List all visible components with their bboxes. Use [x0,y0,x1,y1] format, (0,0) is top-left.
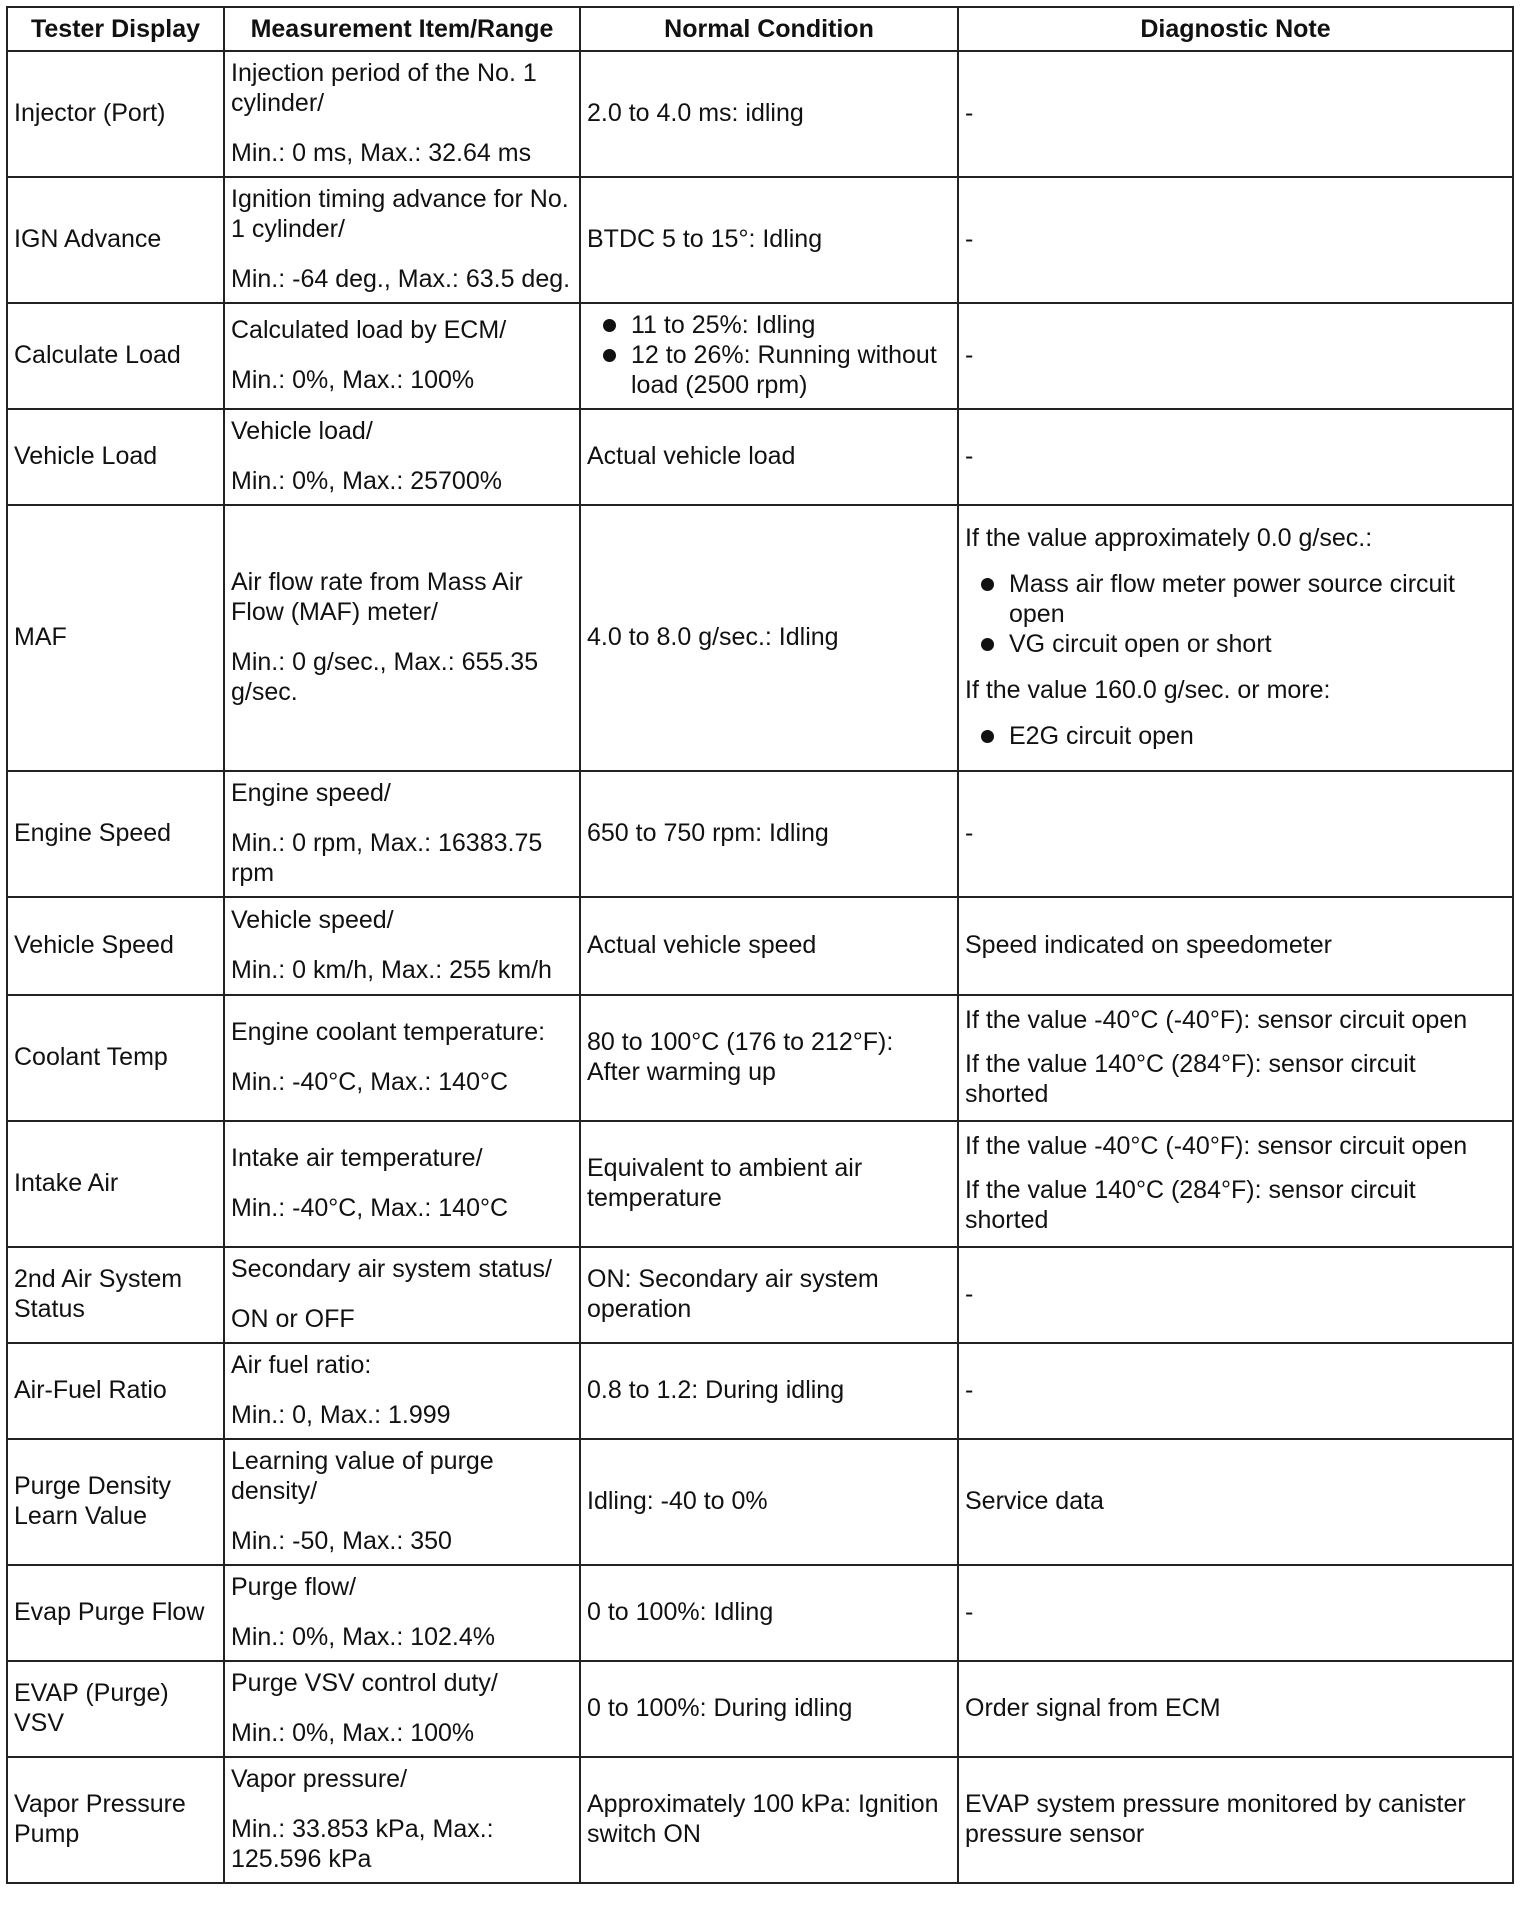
spacer [231,1047,573,1067]
measurement-item: Vehicle load/ [231,417,373,445]
measurement-cell [224,177,580,303]
normal-condition-cell [580,303,958,409]
diagnostic-note-cell [958,303,1513,409]
table-row [7,505,1513,771]
normal-condition-list [587,310,951,400]
table-row [7,995,1513,1121]
table-row [7,303,1513,409]
measurement-item: Secondary air system status/ [231,1255,552,1283]
tester-display-cell: Purge Density Learn Value [7,1439,224,1565]
measurement-range: Min.: 0%, Max.: 100% [231,366,475,394]
spacer [231,118,573,138]
tester-display-cell: Vehicle Speed [7,897,224,995]
diagnostic-note-text: EVAP system pressure monitored by canister pressure sensor [965,1790,1466,1848]
diagnostic-note-item: Mass air flow meter power source circuit open [965,569,1506,629]
diagnostic-note-text: Service data [965,1487,1104,1515]
measurement-range: Min.: 0 rpm, Max.: 16383.75 rpm [231,829,543,887]
measurement-cell [224,1247,580,1343]
measurement-range: ON or OFF [231,1305,355,1333]
table-row [7,1565,1513,1661]
spacer [231,1380,573,1400]
tester-display-cell: Engine Speed [7,771,224,897]
measurement-item: Purge flow/ [231,1573,357,1601]
measurement-cell [224,771,580,897]
measurement-item: Air flow rate from Mass Air Flow (MAF) meter/ [231,568,523,626]
diagnostic-note-text: - [965,341,974,369]
normal-condition-text: Equivalent to ambient air temperature [587,1154,863,1212]
diagnostic-note-cell [958,1121,1513,1247]
normal-condition-cell [580,1343,958,1439]
diagnostic-note-text: If the value -40°C (-40°F): sensor circuit open [965,1006,1468,1034]
normal-condition-text: 650 to 750 rpm: Idling [587,819,829,847]
diagnostic-note-list [965,569,1506,659]
normal-condition-cell [580,1439,958,1565]
measurement-range: Min.: 33.853 kPa, Max.: 125.596 kPa [231,1815,494,1873]
measurement-item: Vapor pressure/ [231,1765,408,1793]
tester-display-cell: Evap Purge Flow [7,1565,224,1661]
spacer [231,808,573,828]
diagnostic-note-cell [958,51,1513,177]
tester-display-cell: Vapor Pressure Pump [7,1757,224,1883]
normal-condition-cell [580,1757,958,1883]
diagnostic-note-text: - [965,1280,974,1308]
measurement-range: Min.: 0%, Max.: 100% [231,1719,475,1747]
diagnostic-note-text: - [965,442,974,470]
normal-condition-cell [580,1121,958,1247]
measurement-range: Min.: 0 g/sec., Max.: 655.35 g/sec. [231,648,539,706]
measurement-range: Min.: 0%, Max.: 102.4% [231,1623,496,1651]
diagnostic-note-item: E2G circuit open [965,721,1506,751]
tester-display-cell: MAF [7,505,224,771]
diagnostic-note-cell [958,177,1513,303]
table-row [7,1439,1513,1565]
measurement-range: Min.: 0 km/h, Max.: 255 km/h [231,956,552,984]
diagnostic-note-text: If the value approximately 0.0 g/sec.: [965,524,1373,552]
diagnostic-note-text: Speed indicated on speedometer [965,931,1332,959]
spacer [231,1284,573,1304]
diagnostic-note-cell [958,995,1513,1121]
spacer [231,446,573,466]
spacer [231,935,573,955]
normal-condition-text: 80 to 100°C (176 to 212°F): After warming up [587,1028,894,1086]
normal-condition-cell [580,177,958,303]
measurement-item: Vehicle speed/ [231,906,394,934]
normal-condition-text: 0.8 to 1.2: During idling [587,1376,845,1404]
header-tester-display: Tester Display [7,7,224,51]
tester-display-cell: EVAP (Purge) VSV [7,1661,224,1757]
measurement-cell [224,303,580,409]
normal-condition-text: 0 to 100%: During idling [587,1694,853,1722]
spacer [231,244,573,264]
diagnostic-note-cell [958,1565,1513,1661]
tester-display-cell: Vehicle Load [7,409,224,505]
diagnostic-note-cell [958,1439,1513,1565]
header-normal-condition: Normal Condition [580,7,958,51]
normal-condition-text: Actual vehicle speed [587,931,817,959]
measurement-cell [224,995,580,1121]
measurement-item: Learning value of purge density/ [231,1447,494,1505]
tester-display-cell: Intake Air [7,1121,224,1247]
measurement-item: Purge VSV control duty/ [231,1669,498,1697]
normal-condition-text: ON: Secondary air system operation [587,1265,879,1323]
diagnostic-note-text: If the value 140°C (284°F): sensor circuit shorted [965,1176,1416,1234]
table-row [7,897,1513,995]
measurement-cell [224,51,580,177]
diagnostic-note-text: If the value 160.0 g/sec. or more: [965,676,1331,704]
diagnostic-note-text: If the value 140°C (284°F): sensor circuit shorted [965,1050,1416,1108]
measurement-cell [224,1121,580,1247]
normal-condition-cell [580,505,958,771]
diagnostic-note-text: - [965,1376,974,1404]
normal-condition-cell [580,1247,958,1343]
diagnostic-note-text: - [965,225,974,253]
diagnostic-note-cell [958,1661,1513,1757]
spacer [231,1698,573,1718]
measurement-cell [224,1757,580,1883]
measurement-range: Min.: -64 deg., Max.: 63.5 deg. [231,265,571,293]
measurement-range: Min.: 0 ms, Max.: 32.64 ms [231,139,532,167]
measurement-range: Min.: -40°C, Max.: 140°C [231,1068,509,1096]
diagnostic-note-text: If the value -40°C (-40°F): sensor circuit open [965,1132,1468,1160]
table-row [7,1343,1513,1439]
normal-condition-cell [580,51,958,177]
normal-condition-cell [580,409,958,505]
measurement-range: Min.: 0%, Max.: 25700% [231,467,502,495]
tester-display-cell: Air-Fuel Ratio [7,1343,224,1439]
diagnostic-note-cell [958,1757,1513,1883]
diagnostic-note-list [965,721,1506,751]
normal-condition-cell [580,771,958,897]
tester-display-cell: 2nd Air System Status [7,1247,224,1343]
normal-condition-text: 0 to 100%: Idling [587,1598,774,1626]
diagnostic-note-cell [958,1247,1513,1343]
measurement-item: Intake air temperature/ [231,1144,483,1172]
measurement-item: Air fuel ratio: [231,1351,372,1379]
measurement-cell [224,409,580,505]
spacer [231,345,573,365]
table-row [7,1661,1513,1757]
table-row [7,1121,1513,1247]
tester-data-table [6,6,1514,1884]
header-row [7,7,1513,51]
table-row [7,51,1513,177]
diagnostic-note-text: - [965,99,974,127]
diagnostic-note-item: VG circuit open or short [965,629,1506,659]
measurement-cell [224,505,580,771]
measurement-item: Calculated load by ECM/ [231,316,507,344]
spacer [231,627,573,647]
normal-condition-text: 2.0 to 4.0 ms: idling [587,99,804,127]
diagnostic-note-cell [958,505,1513,771]
tester-display-cell: IGN Advance [7,177,224,303]
normal-condition-text: Actual vehicle load [587,442,796,470]
diagnostic-note-cell [958,771,1513,897]
tester-display-cell: Calculate Load [7,303,224,409]
measurement-cell [224,1343,580,1439]
tester-display-cell: Coolant Temp [7,995,224,1121]
spacer [231,1602,573,1622]
header-measurement-item: Measurement Item/Range [224,7,580,51]
measurement-item: Injection period of the No. 1 cylinder/ [231,59,537,117]
normal-condition-text: 4.0 to 8.0 g/sec.: Idling [587,623,839,651]
normal-condition-item: 11 to 25%: Idling [587,310,951,340]
diagnostic-note-cell [958,409,1513,505]
normal-condition-cell [580,995,958,1121]
diagnostic-note-text: - [965,1598,974,1626]
measurement-cell [224,897,580,995]
measurement-cell [224,1661,580,1757]
measurement-item: Engine speed/ [231,779,391,807]
table-row [7,1247,1513,1343]
measurement-cell [224,1565,580,1661]
header-diagnostic-note: Diagnostic Note [958,7,1513,51]
table-row [7,409,1513,505]
spacer [231,1506,573,1526]
measurement-item: Ignition timing advance for No. 1 cylinder/ [231,185,569,243]
spacer [231,1794,573,1814]
normal-condition-cell [580,1661,958,1757]
normal-condition-text: BTDC 5 to 15°: Idling [587,225,823,253]
normal-condition-text: Idling: -40 to 0% [587,1487,768,1515]
normal-condition-cell [580,1565,958,1661]
measurement-range: Min.: -50, Max.: 350 [231,1527,452,1555]
diagnostic-note-cell [958,1343,1513,1439]
table-row [7,771,1513,897]
tester-display-cell: Injector (Port) [7,51,224,177]
normal-condition-item: 12 to 26%: Running without load (2500 rpm) [587,340,951,400]
spacer [231,1173,573,1193]
measurement-range: Min.: 0, Max.: 1.999 [231,1401,451,1429]
diagnostic-note-text: Order signal from ECM [965,1694,1221,1722]
diagnostic-note-text: - [965,819,974,847]
normal-condition-cell [580,897,958,995]
diagnostic-note-cell [958,897,1513,995]
table-row [7,1757,1513,1883]
table-row [7,177,1513,303]
measurement-cell [224,1439,580,1565]
normal-condition-text: Approximately 100 kPa: Ignition switch ON [587,1790,939,1848]
measurement-item: Engine coolant temperature: [231,1018,546,1046]
measurement-range: Min.: -40°C, Max.: 140°C [231,1194,509,1222]
